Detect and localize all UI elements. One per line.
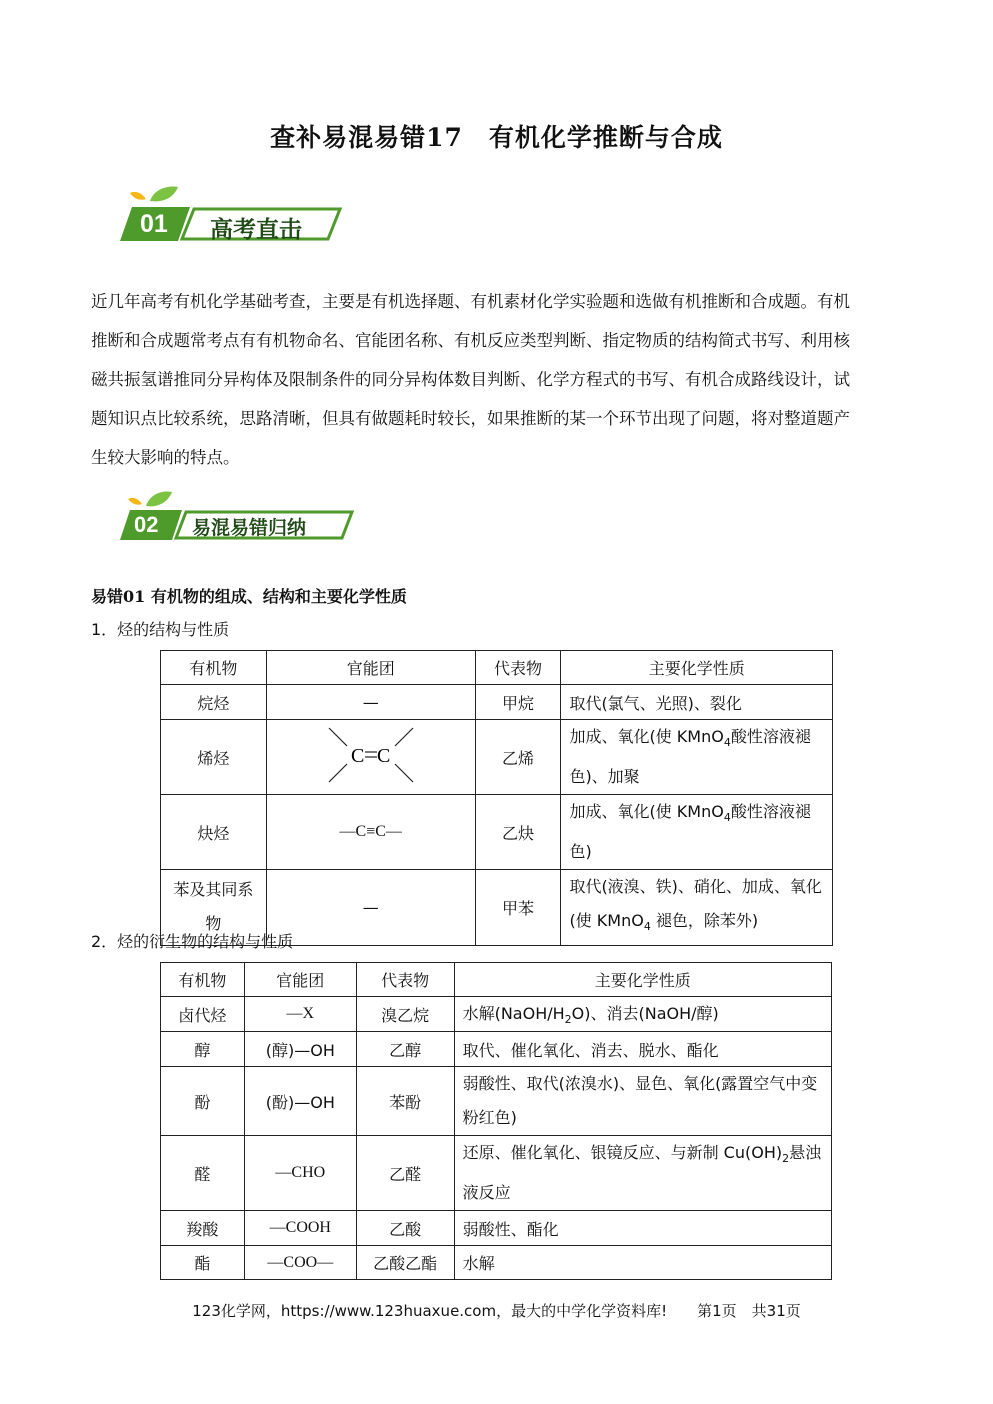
cell-props: 取代(液溴、铁)、硝化、加成、氧化(使 KMnO$_4$ 褪色，除苯外)	[561, 870, 833, 945]
cell-name: 羧酸	[161, 1211, 245, 1246]
badge-number: 01	[140, 210, 168, 238]
cell-props: 弱酸性、酯化	[454, 1211, 831, 1246]
cell-rep: 乙烯	[475, 720, 561, 795]
cell-group: —X	[244, 997, 356, 1032]
page-title: 查补易混易错17 有机化学推断与合成	[270, 123, 723, 152]
badge-number: 02	[134, 512, 159, 537]
cell-group: —COOH	[244, 1211, 356, 1246]
table-header-row	[161, 651, 833, 685]
svg-text:C: C	[376, 745, 391, 768]
col-header: 有机物	[161, 651, 267, 685]
section-badge-01	[120, 183, 350, 245]
cell-rep: 乙醛	[356, 1136, 454, 1211]
table-row	[161, 1136, 832, 1211]
cell-group	[266, 720, 475, 795]
cell-name: 醛	[161, 1136, 245, 1211]
cell-props: 水解$(NaOH/H_2O)$、消去(NaOH/醇)	[454, 997, 831, 1032]
cell-props: 取代、催化氧化、消去、脱水、酯化	[454, 1032, 831, 1067]
table-row	[161, 795, 833, 870]
cell-rep: 乙醇	[356, 1032, 454, 1067]
cell-props: 加成、氧化(使 KMnO$_4$酸性溶液褪色)、加聚	[561, 720, 833, 795]
cell-name: 酚	[161, 1067, 245, 1136]
table-row	[161, 720, 833, 795]
cell-rep: 乙炔	[475, 795, 561, 870]
error01-heading: 易错01 有机物的组成、结构和主要化学性质	[91, 587, 407, 606]
cell-name: 烯烃	[161, 720, 267, 795]
svg-text:C: C	[350, 745, 365, 768]
col-header: 官能团	[244, 963, 356, 997]
badge-label: 易混易错归纳	[192, 517, 307, 539]
derivative-table	[160, 962, 832, 1280]
section-badge-02	[120, 490, 360, 546]
alkene-structure-icon	[321, 724, 421, 786]
table-row	[161, 685, 833, 720]
intro-line: 磁共振氢谱推同分异构体及限制条件的同分异构体数目判断、化学方程式的书写、有机合成路线设计，试	[91, 370, 850, 389]
cell-rep: 溴乙烷	[356, 997, 454, 1032]
cell-group: (醇)—OH	[244, 1032, 356, 1067]
intro-line: 题知识点比较系统，思路清晰，但具有做题耗时较长，如果推断的某一个环节出现了问题，将对整道题产	[91, 409, 850, 428]
intro-paragraph	[91, 282, 903, 477]
cell-props: 还原、催化氧化、银镜反应、与新制 $Cu(OH)_2$悬浊液反应	[454, 1136, 831, 1211]
cell-group: —	[266, 870, 475, 945]
cell-rep: 乙酸乙酯	[356, 1246, 454, 1280]
cell-props: 加成、氧化(使 KMnO$_4$酸性溶液褪色)	[561, 795, 833, 870]
cell-group: —COO—	[244, 1246, 356, 1280]
table-row	[161, 1032, 832, 1067]
table-row	[161, 1211, 832, 1246]
cell-props: 取代(氯气、光照)、裂化	[561, 685, 833, 720]
col-header: 主要化学性质	[454, 963, 831, 997]
intro-line: 生较大影响的特点。	[91, 448, 240, 467]
cell-rep: 甲苯	[475, 870, 561, 945]
hydrocarbon-table	[160, 650, 833, 946]
cell-group: (酚)—OH	[244, 1067, 356, 1136]
table-row	[161, 997, 832, 1032]
section2-title: 2．烃的衍生物的结构与性质	[91, 932, 294, 951]
col-header: 主要化学性质	[561, 651, 833, 685]
cell-group: —	[266, 685, 475, 720]
table-row	[161, 1246, 832, 1280]
table-header-row	[161, 963, 832, 997]
cell-name: 苯及其同系物	[161, 870, 267, 945]
intro-line: 近几年高考有机化学基础考查，主要是有机选择题、有机素材化学实验题和选做有机推断和合成题。有机	[91, 292, 850, 311]
cell-rep: 苯酚	[356, 1067, 454, 1136]
badge-label: 高考直击	[210, 217, 302, 243]
cell-group: —CHO	[244, 1136, 356, 1211]
cell-rep: 甲烷	[475, 685, 561, 720]
section1-title: 1．烃的结构与性质	[91, 620, 230, 639]
cell-name: 醇	[161, 1032, 245, 1067]
cell-rep: 乙酸	[356, 1211, 454, 1246]
table-row	[161, 1067, 832, 1136]
cell-group: —C≡C—	[266, 795, 475, 870]
col-header: 官能团	[266, 651, 475, 685]
intro-line: 推断和合成题常考点有有机物命名、官能团名称、有机反应类型判断、指定物质的结构简式书写、利用核	[91, 331, 850, 350]
col-header: 有机物	[161, 963, 245, 997]
cell-name: 烷烃	[161, 685, 267, 720]
col-header: 代表物	[475, 651, 561, 685]
cell-props: 水解	[454, 1246, 831, 1280]
page-footer: 123化学网，https://www.123huaxue.com，最大的中学化学资料库! 第1页 共31页	[192, 1302, 801, 1320]
cell-name: 卤代烃	[161, 997, 245, 1032]
cell-name: 酯	[161, 1246, 245, 1280]
col-header: 代表物	[356, 963, 454, 997]
cell-props: 弱酸性、取代(浓溴水)、显色、氧化(露置空气中变粉红色)	[454, 1067, 831, 1136]
cell-name: 炔烃	[161, 795, 267, 870]
